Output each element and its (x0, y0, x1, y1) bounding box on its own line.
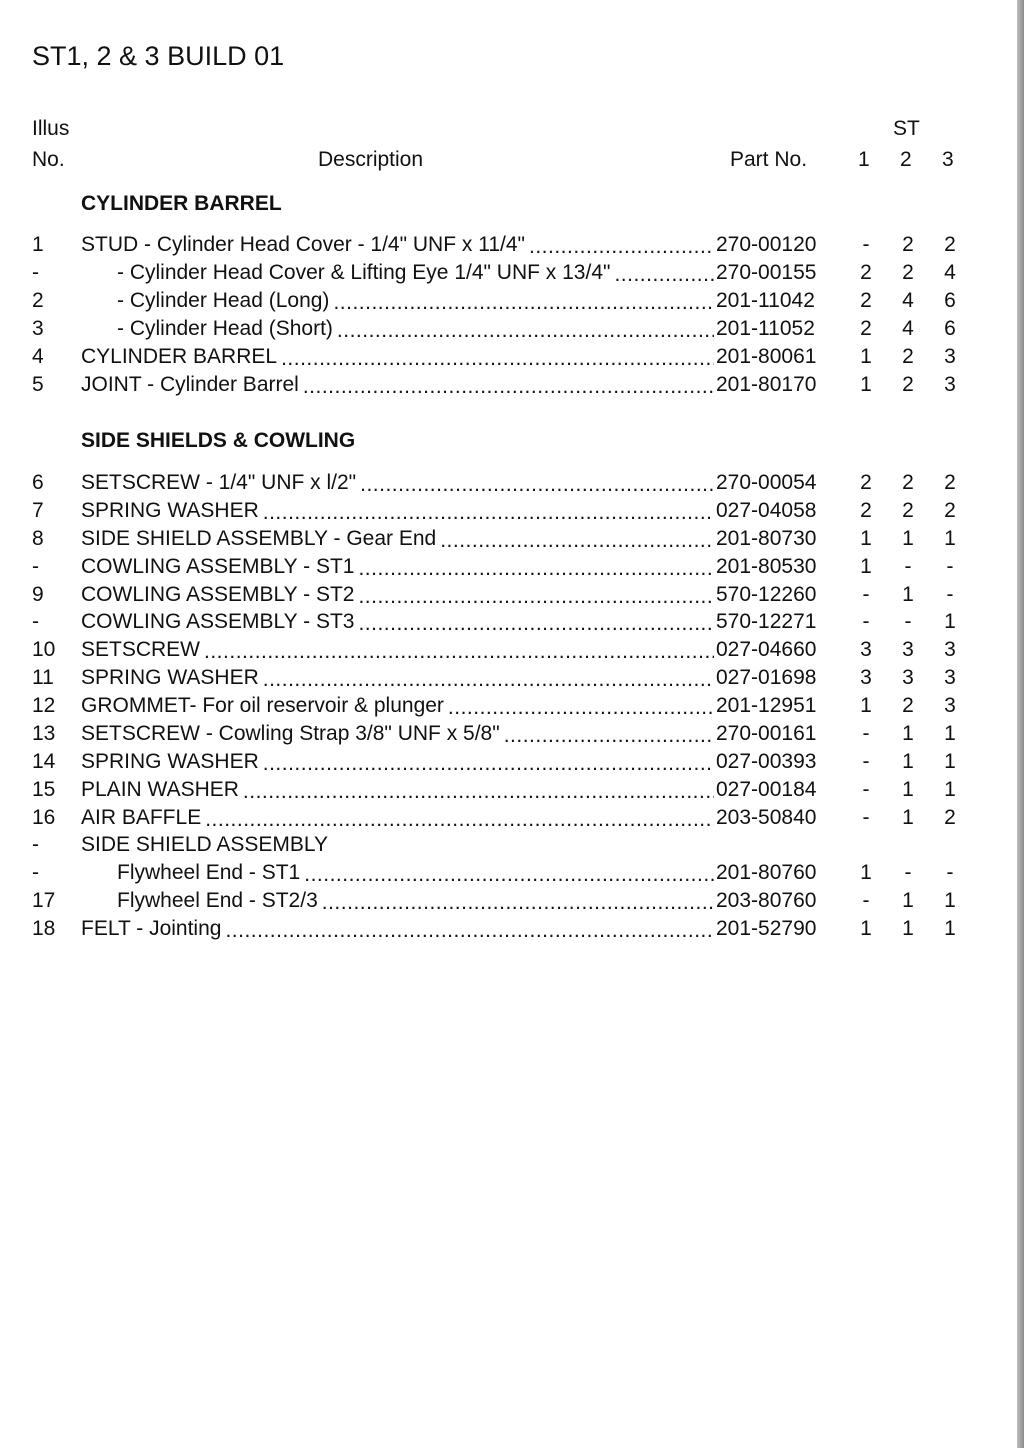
description (81, 525, 714, 553)
part-number: 270-00120 (716, 233, 817, 256)
qty-st1: - (862, 750, 870, 773)
parts-row (0, 859, 1024, 887)
qty-st3: 6 (944, 317, 956, 340)
parts-row (0, 343, 1024, 371)
parts-row (0, 371, 1024, 399)
description-text: Flywheel End - ST1 ..... (117, 861, 304, 884)
qty-st1: 2 (860, 499, 872, 522)
parts-row (0, 636, 1024, 664)
header-st2: 2 (900, 148, 912, 171)
description (81, 692, 714, 720)
parts-row (0, 748, 1024, 776)
description-text: SIDE SHIELD ASSEMBLY - Gear End ..... (81, 527, 440, 550)
qty-st1: - (862, 583, 870, 606)
qty-st1: 3 (860, 638, 872, 661)
illus-no: - (32, 610, 39, 633)
illus-no: 16 (32, 806, 56, 829)
qty-st3: 2 (944, 499, 956, 522)
illus-no: 18 (32, 917, 56, 940)
description (81, 343, 714, 371)
description-text: SPRING WASHER ..... (81, 499, 263, 522)
qty-st3: 4 (944, 261, 956, 284)
part-number: 201-80170 (716, 373, 817, 396)
qty-st2: 2 (902, 471, 914, 494)
qty-st3: 1 (944, 527, 956, 550)
qty-st3: 3 (944, 345, 956, 368)
qty-st2: - (904, 861, 912, 884)
part-number: 027-04660 (716, 638, 817, 661)
part-number: 201-11042 (716, 289, 815, 312)
description-text: - Cylinder Head (Long) ..... (117, 289, 333, 312)
qty-st2: 2 (902, 261, 914, 284)
header-st: ST (893, 117, 920, 140)
parts-row (0, 469, 1024, 497)
qty-st1: 1 (860, 345, 872, 368)
qty-st3: 1 (944, 889, 956, 912)
description (81, 804, 714, 832)
part-number: 027-00393 (716, 750, 817, 773)
parts-row (0, 692, 1024, 720)
part-number: 201-52790 (716, 917, 817, 940)
description (117, 259, 714, 287)
qty-st1: 1 (860, 694, 872, 717)
description-text: COWLING ASSEMBLY - ST1 ..... (81, 555, 358, 578)
description (81, 469, 714, 497)
qty-st2: 4 (902, 289, 914, 312)
description-text: - Cylinder Head Cover & Lifting Eye 1/4" UNF x 13/4" ..... (117, 261, 614, 284)
qty-st2: 1 (902, 583, 914, 606)
illus-no: - (32, 861, 39, 884)
qty-st1: - (862, 722, 870, 745)
part-number: 201-11052 (716, 317, 815, 340)
illus-no: 17 (32, 889, 56, 912)
qty-st1: - (862, 610, 870, 633)
qty-st2: - (904, 555, 912, 578)
header-description: Description (318, 148, 424, 171)
qty-st3: - (946, 555, 954, 578)
header-part-no: Part No. (730, 148, 808, 171)
qty-st2: - (904, 610, 912, 633)
parts-row (0, 720, 1024, 748)
illus-no: 12 (32, 694, 56, 717)
description (81, 231, 714, 259)
description-text: AIR BAFFLE ..... (81, 806, 205, 829)
illus-no: - (32, 555, 39, 578)
qty-st2: 1 (902, 750, 914, 773)
qty-st3: 2 (944, 806, 956, 829)
part-number: 203-50840 (716, 806, 817, 829)
description-text: SIDE SHIELD ASSEMBLY (81, 833, 329, 856)
qty-st1: - (862, 889, 870, 912)
illus-no: 3 (32, 317, 44, 340)
description (117, 859, 714, 887)
qty-st1: 2 (860, 261, 872, 284)
qty-st3: 1 (944, 917, 956, 940)
qty-st1: 1 (860, 373, 872, 396)
illus-no: 11 (32, 666, 54, 689)
description (117, 315, 714, 343)
description-text: GROMMET- For oil reservoir & plunger ..... (81, 694, 448, 717)
description-text: PLAIN WASHER ..... (81, 778, 243, 801)
parts-row (0, 287, 1024, 315)
description-text: SPRING WASHER ..... (81, 666, 263, 689)
description-text: SETSCREW - Cowling Strap 3/8" UNF x 5/8" ..... (81, 722, 504, 745)
description (81, 553, 714, 581)
part-number: 027-04058 (716, 499, 817, 522)
description-text: FELT - Jointing ..... (81, 917, 225, 940)
qty-st2: 3 (902, 638, 914, 661)
parts-row (0, 231, 1024, 259)
description (81, 371, 714, 399)
section-title-side-shields-cowling: SIDE SHIELDS & COWLING (81, 429, 356, 452)
qty-st2: 1 (902, 889, 914, 912)
qty-st3: 1 (944, 610, 956, 633)
illus-no: 10 (32, 638, 56, 661)
parts-row (0, 887, 1024, 915)
parts-row (0, 804, 1024, 832)
part-number: 570-12260 (716, 583, 817, 606)
qty-st2: 1 (902, 527, 914, 550)
qty-st3: 6 (944, 289, 956, 312)
qty-st3: 3 (944, 666, 956, 689)
illus-no: 5 (32, 373, 44, 396)
qty-st3: 2 (944, 471, 956, 494)
description (81, 748, 714, 776)
illus-no: 7 (32, 499, 44, 522)
parts-row (0, 915, 1024, 943)
part-number: 570-12271 (716, 610, 817, 633)
illus-no: 15 (32, 778, 56, 801)
description-text: COWLING ASSEMBLY - ST3 ..... (81, 610, 358, 633)
part-number: 027-00184 (716, 778, 817, 801)
qty-st3: 3 (944, 694, 956, 717)
description (81, 581, 714, 609)
illus-no: 1 (32, 233, 44, 256)
parts-row (0, 581, 1024, 609)
qty-st2: 2 (902, 499, 914, 522)
qty-st3: 3 (944, 638, 956, 661)
parts-row (0, 259, 1024, 287)
qty-st2: 1 (902, 917, 914, 940)
qty-st2: 1 (902, 778, 914, 801)
qty-st2: 1 (902, 806, 914, 829)
illus-no: 4 (32, 345, 44, 368)
section-title-cylinder-barrel: CYLINDER BARREL (81, 192, 282, 215)
qty-st3: 1 (944, 778, 956, 801)
qty-st2: 1 (902, 722, 914, 745)
qty-st1: 3 (860, 666, 872, 689)
parts-row (0, 664, 1024, 692)
description-text: JOINT - Cylinder Barrel ..... (81, 373, 303, 396)
part-number: 201-12951 (716, 694, 817, 717)
qty-st1: 2 (860, 317, 872, 340)
qty-st3: 1 (944, 722, 956, 745)
description-text: Flywheel End - ST2/3 ..... (117, 889, 322, 912)
parts-row (0, 608, 1024, 636)
part-number: 201-80530 (716, 555, 817, 578)
description-text: SPRING WASHER ..... (81, 750, 263, 773)
part-number: 203-80760 (716, 889, 817, 912)
parts-row (0, 525, 1024, 553)
header-st1: 1 (858, 148, 870, 171)
illus-no: 13 (32, 722, 56, 745)
header-st3: 3 (942, 148, 954, 171)
description-text: STUD - Cylinder Head Cover - 1/4" UNF x 11/4" ..... (81, 233, 529, 256)
qty-st2: 2 (902, 233, 914, 256)
description-text: SETSCREW ..... (81, 638, 204, 661)
illus-no: - (32, 833, 39, 856)
description (81, 608, 714, 636)
qty-st3: - (946, 583, 954, 606)
description-text: SETSCREW - 1/4" UNF x l/2" ..... (81, 471, 360, 494)
description-text: CYLINDER BARREL ..... (81, 345, 281, 368)
page-title: ST1, 2 & 3 BUILD 01 (32, 41, 285, 71)
description (81, 776, 714, 804)
description-text: - Cylinder Head (Short) ..... (117, 317, 337, 340)
part-number: 270-00155 (716, 261, 817, 284)
qty-st2: 2 (902, 345, 914, 368)
header-no: No. (32, 148, 65, 171)
qty-st2: 4 (902, 317, 914, 340)
qty-st1: - (862, 778, 870, 801)
description (81, 831, 714, 859)
parts-row (0, 315, 1024, 343)
illus-no: 2 (32, 289, 44, 312)
part-number: 201-80730 (716, 527, 817, 550)
qty-st1: 2 (860, 471, 872, 494)
illus-no: - (32, 261, 39, 284)
illus-no: 6 (32, 471, 44, 494)
illus-no: 14 (32, 750, 56, 773)
part-number: 201-80760 (716, 861, 817, 884)
qty-st2: 2 (902, 373, 914, 396)
description (81, 497, 714, 525)
qty-st1: 1 (860, 861, 872, 884)
qty-st1: 1 (860, 555, 872, 578)
description (81, 664, 714, 692)
qty-st1: 1 (860, 917, 872, 940)
qty-st3: 1 (944, 750, 956, 773)
parts-row (0, 553, 1024, 581)
part-number: 270-00161 (716, 722, 817, 745)
qty-st3: - (946, 861, 954, 884)
description (117, 887, 714, 915)
illus-no: 9 (32, 583, 44, 606)
description (81, 636, 714, 664)
qty-st1: - (862, 806, 870, 829)
description-text: COWLING ASSEMBLY - ST2 ..... (81, 583, 358, 606)
qty-st3: 3 (944, 373, 956, 396)
description (81, 720, 714, 748)
qty-st2: 3 (902, 666, 914, 689)
qty-st1: 2 (860, 289, 872, 312)
part-number: 027-01698 (716, 666, 817, 689)
part-number: 201-80061 (716, 345, 817, 368)
parts-row (0, 497, 1024, 525)
illus-no: 8 (32, 527, 44, 550)
description (81, 915, 714, 943)
description (117, 287, 714, 315)
qty-st3: 2 (944, 233, 956, 256)
header-illus: Illus (32, 117, 70, 140)
qty-st1: - (862, 233, 870, 256)
part-number: 270-00054 (716, 471, 817, 494)
parts-row (0, 831, 1024, 859)
parts-row (0, 776, 1024, 804)
qty-st2: 2 (902, 694, 914, 717)
qty-st1: 1 (860, 527, 872, 550)
